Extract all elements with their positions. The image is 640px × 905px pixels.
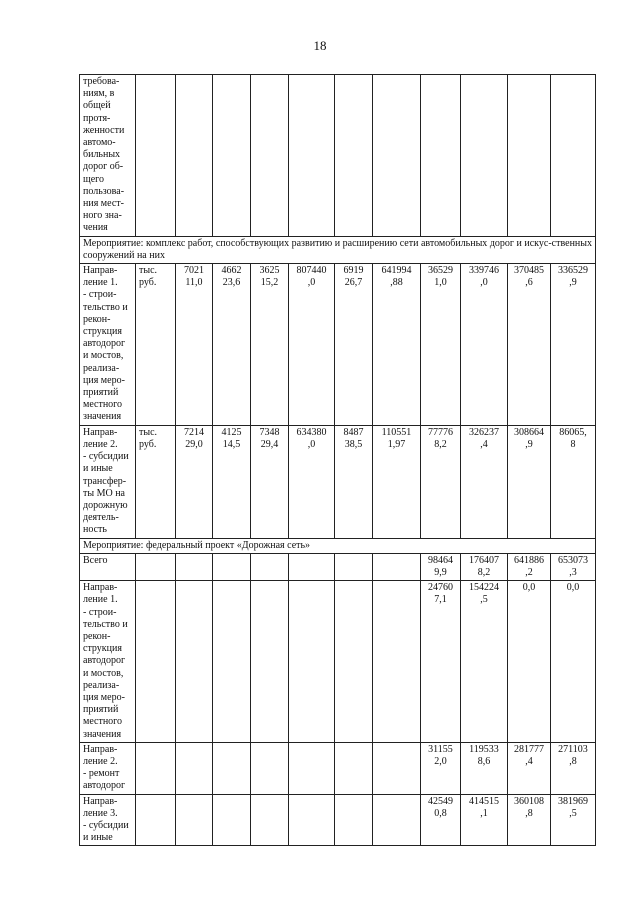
table-row <box>80 794 596 846</box>
unit-cell: тыс. руб. <box>136 264 176 426</box>
value-cell: 4125 14,5 <box>213 425 251 538</box>
row-label: Направ- ление 2. - ремонт автодорог <box>80 742 136 794</box>
value-cell: 370485 ,6 <box>508 264 551 426</box>
value-cell: 634380 ,0 <box>289 425 335 538</box>
value-cell: 0,0 <box>508 581 551 743</box>
value-cell: 641994 ,88 <box>373 264 421 426</box>
value-cell: 807440 ,0 <box>289 264 335 426</box>
value-cell: 336529 ,9 <box>551 264 596 426</box>
value-cell: 281777 ,4 <box>508 742 551 794</box>
section-title: Мероприятие: федеральный проект «Дорожная сеть» <box>80 538 596 553</box>
table-row <box>80 742 596 794</box>
value-cell: 0,0 <box>551 581 596 743</box>
value-cell: 326237 ,4 <box>461 425 508 538</box>
section-row <box>80 538 596 553</box>
value-cell: 42549 0,8 <box>421 794 461 846</box>
row-label: Направ- ление 1. - строи- тельство и рекон- струкция автодорог и мостов, реализа- ция меро- приятий местного значения <box>80 264 136 426</box>
value-cell: 360108 ,8 <box>508 794 551 846</box>
value-cell: 414515 ,1 <box>461 794 508 846</box>
value-cell: 119533 8,6 <box>461 742 508 794</box>
value-cell: 6919 26,7 <box>335 264 373 426</box>
value-cell: 308664 ,9 <box>508 425 551 538</box>
section-row <box>80 236 596 263</box>
value-cell: 641886 ,2 <box>508 553 551 580</box>
page-number: 18 <box>313 38 327 53</box>
value-cell: 3625 15,2 <box>251 264 289 426</box>
table-row <box>80 581 596 743</box>
value-cell: 653073 ,3 <box>551 553 596 580</box>
value-cell: 110551 1,97 <box>373 425 421 538</box>
table-row <box>80 75 596 237</box>
value-cell: 4662 23,6 <box>213 264 251 426</box>
value-cell: 8487 38,5 <box>335 425 373 538</box>
value-cell: 7021 11,0 <box>176 264 213 426</box>
section-title: Мероприятие: комплекс работ, способствующих развитию и расширению сети автомобильных дорог и искус-ственных сооружений на них <box>80 236 596 263</box>
value-cell: 271103 ,8 <box>551 742 596 794</box>
row-label: Всего <box>80 553 136 580</box>
value-cell: 154224 ,5 <box>461 581 508 743</box>
table-row <box>80 425 596 538</box>
table-row <box>80 264 596 426</box>
value-cell: 98464 9,9 <box>421 553 461 580</box>
value-cell: 7214 29,0 <box>176 425 213 538</box>
value-cell: 7348 29,4 <box>251 425 289 538</box>
table-row <box>80 553 596 580</box>
value-cell: 176407 8,2 <box>461 553 508 580</box>
row-label: Направ- ление 2. - субсидии и иные трансфер- ты МО на дорожную деятель- ность <box>80 425 136 538</box>
value-cell: 381969 ,5 <box>551 794 596 846</box>
budget-table <box>79 74 596 846</box>
unit-cell: тыс. руб. <box>136 425 176 538</box>
row-label: Направ- ление 1. - строи- тельство и рекон- струкция автодорог и мостов, реализа- ция меро- приятий местного значения <box>80 581 136 743</box>
row-label: Направ- ление 3. - субсидии и иные <box>80 794 136 846</box>
value-cell: 339746 ,0 <box>461 264 508 426</box>
value-cell: 36529 1,0 <box>421 264 461 426</box>
value-cell: 31155 2,0 <box>421 742 461 794</box>
value-cell: 77776 8,2 <box>421 425 461 538</box>
value-cell: 24760 7,1 <box>421 581 461 743</box>
value-cell: 86065, 8 <box>551 425 596 538</box>
row-label: требова- ниям, в общей протя- женности автомо- бильных дорог об- щего пользова- ния мест- ного зна- чения <box>80 75 136 237</box>
